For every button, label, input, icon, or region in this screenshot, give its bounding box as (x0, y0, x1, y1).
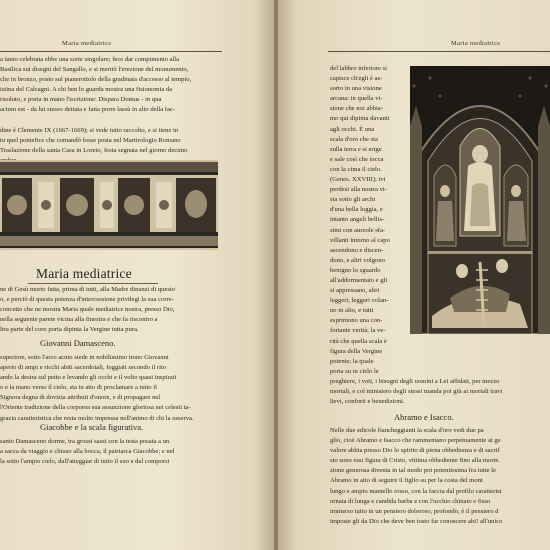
text-line: dine è Clemente IX (1667-1669); si vede tutto raccolto, e si tiene in (0, 126, 179, 134)
mural-photograph (410, 66, 550, 334)
text-line: imposte gli da Dio che deve ben tosto far conoscere ahi! all'unico (330, 517, 503, 525)
text-line: fortante verità; la ve- (330, 327, 386, 335)
text-line: dono, e altri volgono (330, 256, 385, 264)
text-line: intanto angeli bellis- (330, 216, 385, 224)
giovanni-text (0, 353, 222, 424)
section-title-abramo: Abramo e Isacco. (394, 412, 454, 422)
text-line: aperto di ampi e ricchi abiti sacerdotali, foggiati secondo il rito (0, 364, 167, 372)
text-line: lungo e ampio mantello rosso, con la faccia dal profilo caratterist (330, 487, 502, 495)
giacobbe-text (0, 437, 222, 467)
text-line: con la cima il cielo. (330, 165, 382, 173)
column-text (330, 64, 410, 377)
text-line: o e la mano verso il cielo, sta in atto di proclamare a tutto il (0, 384, 157, 392)
text-line: capisce ch'egli è as- (330, 75, 383, 83)
text-line: tu quel pontefice che comandò fosse posta nel Martirologio Romano (0, 136, 181, 144)
text-line: ne di Gesù morto fatta, prima di tutti, alla Madre dinanzi di questo (0, 286, 176, 293)
text-line: ornata di lunga e candida barba e con l'occhio chinato e fisso (330, 497, 491, 505)
text-line: simi con aureole sfa- (330, 226, 386, 234)
text-line: potente; la quale (330, 357, 374, 365)
text-line: scala d'oro che sta (330, 135, 378, 143)
text-line: ando la destra sul petto e levando gli occhi e il volto quasi inspirati (0, 374, 177, 382)
text-line: ascendono e discen- (330, 246, 384, 254)
abramo-text (330, 426, 550, 527)
text-line: glio, cioè Abramo e Isacco che rammentano perpetuamente ai ge (330, 437, 501, 445)
text-line: immerso tutto in un pensiero doloroso, profondo, è il pensiero d (330, 507, 499, 515)
text-line: concetto che ne mostra Maria quale mediatrice nostra, presso Dio, (0, 306, 175, 314)
text-line: sta sotto gli archi (330, 196, 376, 204)
frieze-illustration (0, 160, 218, 250)
text-line: sorto in una visione (330, 85, 382, 93)
text-line: o, e perciò di questa potenza d'intercessione privilegi la sua corre- (0, 296, 174, 304)
text-line (0, 116, 222, 126)
text-line: agli occhi. È una (330, 125, 375, 133)
text-line: arcana: in quella vi- (330, 95, 383, 103)
header-rule-right (328, 51, 550, 52)
text-line: sione che noi abbia- (330, 105, 383, 113)
text-line: grazia caratteristica che resta molto impressa nell'animo di chi la osserva. (0, 414, 194, 422)
text-line: mortali, e col ministero degli stessi manda poi giù ai mortali travi (330, 388, 503, 396)
text-line: Traslazione della santa Casa in Loreto, festa segnata nel giorno decimo (0, 146, 188, 154)
text-line: e sale così che tocca (330, 155, 384, 163)
text-line: risoluto, e porta in mano l'iscrizione: Dispara Domus - in qua (0, 96, 162, 104)
text-line: perdesi alla nostra vi- (330, 186, 387, 194)
intro-text (0, 55, 222, 166)
text-line: villanti intorno al capo (330, 236, 390, 244)
text-line: a sacca da viaggio e chiuso alla bocca, il patriarca Giacobbe; e nel (0, 448, 175, 456)
section-title-giovanni: Giovanni Damasceno. (40, 338, 116, 348)
text-line: l'Oriente tradizione della corporea sua assunzione gloriosa nei celesti ta- (0, 404, 191, 412)
text-line: rità che quella scala è (330, 337, 387, 345)
text-line: d'una bella loggia, e (330, 206, 383, 214)
text-line: no in alto, e tutti (330, 307, 374, 315)
text-line: preghiere, i voti, i bisogni degli uomini a Lei affidati, per mezzo (330, 378, 500, 385)
running-head-right: Maria mediatrice (451, 40, 501, 47)
section-title-maria-mediatrice: Maria mediatrice (36, 266, 132, 281)
text-line: esprimono una con- (330, 317, 383, 325)
text-line: Nelle due edicole fiancheggianti la scala d'oro vedi due pa (330, 427, 484, 434)
text-line: porta su in cielo le (330, 367, 379, 375)
text-line: sto sono essi figura di Cristo, vittima obbediente fino alla morte. (330, 457, 500, 465)
text-line: lievi, conforti e benedizioni. (330, 398, 405, 406)
text-line: Signora degna di dovizia attributi d'onore, e di propagare nel (0, 394, 161, 402)
header-rule-left (0, 51, 222, 52)
text-line: valore abbia presso Dio lo spirito di piena obbedienza e di sacrif (330, 447, 500, 455)
text-line: nella seguente parete vicina alla finestra e che fa riscontro a (0, 316, 158, 324)
text-line: all'addormentato e gli (330, 276, 388, 284)
text-line: la sotto l'ampio cielo, dall'atteggiar di tutto il suo e dal comporsi (0, 458, 170, 466)
text-line: Abramo in atto di seguire il figlio su per la costa del mont (330, 477, 483, 485)
text-line: Basilica sui disegni del Sangallo, e si meritò l'erezione del monumento, (0, 66, 189, 74)
text-line: santo Damasceno dorme, tra grossi sassi con la testa posata a un (0, 438, 170, 445)
text-line: ltra parte del coro porta dipinta la Vergine tutta pura. (0, 326, 139, 334)
text-line: che in bronzo, posto sul pianerottolo della gradinata d'accesso al tempio, (0, 76, 192, 84)
text-line: si appressano, altri (330, 287, 380, 295)
text-line: a tanto celebrata ebbe una sorte singolare; fece dar compimento alla (0, 56, 180, 63)
text-line: mo qui dipinta davanti (330, 115, 390, 123)
text-line: istina del Calcagni. A chi ben lo guarda mostra una fisionomia da (0, 86, 173, 94)
text-line: sulla terra e si erige (330, 145, 382, 153)
text-line: leggeri, leggeri volan- (330, 297, 389, 305)
section-title-giacobbe: Giacobbe e la scala figurativa. (40, 422, 144, 432)
title-underline (28, 283, 158, 284)
text-line: figura della Vergine (330, 347, 383, 355)
full-width-text (330, 377, 550, 407)
text-line: benigno lo sguardo (330, 266, 381, 274)
text-line: (Genes. XXVIII); ivi (330, 176, 386, 184)
text-line: actum est - da lui stesso dettata e fatta porre lassù in alto della fac- (0, 106, 176, 114)
text-line: del labbro inferiore si (330, 65, 387, 72)
running-head-left: Maria mediatrice (62, 40, 112, 47)
text-line: superiore, sotto l'arco acuto siede in nobilissimo trono Giovanni (0, 354, 169, 361)
maria-mediatrice-text (0, 285, 222, 335)
text-line: zione generosa diventa in tal modo poi potentissima fra tutte le (330, 467, 496, 475)
